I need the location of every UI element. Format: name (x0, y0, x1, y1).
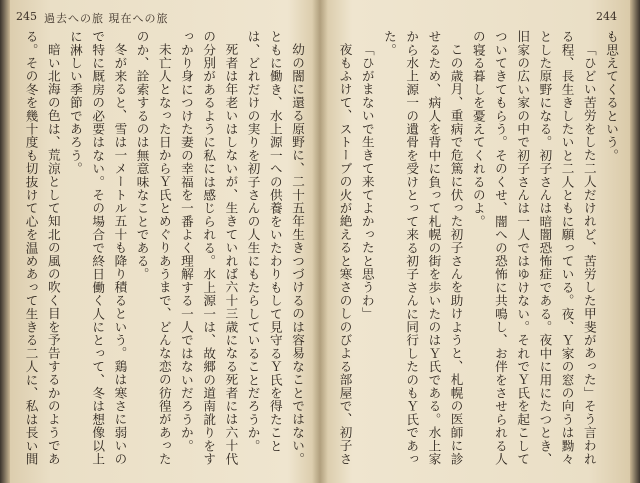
right-paragraph-4: 「ひがまないで生きて来てよかったと思うわ」 (359, 42, 375, 320)
left-page-number: 245 (16, 10, 37, 23)
right-page-number: 244 (596, 10, 617, 23)
right-paragraph-1: も思えてくるという。 (604, 30, 619, 162)
book-gutter (312, 0, 328, 483)
left-paragraph-1: 幼の闇に還る原野に、二十五年生きつづけるのは容易なことではない。ともに働き、水上源一への供養をいたわりもして見守るＹ氏を得たことは、どれだけの実りを初子さんの人生にもたらしていることだろうか。 (245, 30, 305, 465)
running-head: 過去への旅 現在への旅 (44, 12, 169, 25)
book-edge-left (0, 0, 10, 483)
left-paragraph-3: 未亡人となった日からＹ氏とめぐりあうまで、どんな恋の彷徨があったのか、詮索するのは無意味なことである。 (134, 30, 172, 465)
book-edge-right (630, 0, 640, 483)
left-page-text (18, 30, 308, 470)
left-paragraph-2: 死者は年老いはしないが、生きていれば六十三歳になる死者には六十代の分別があるように私には感じられる。水上源一は、故郷の道南訛りをすっかり身につけた妻の幸福を一番よく理解する一人ではないだろうか。 (178, 30, 239, 466)
right-paragraph-5: 夜もふけて、ストーブの火が絶えると寒さのしのびよる部屋で、初子さ (337, 42, 353, 465)
left-paragraph-5: 暗い北海の色は、荒涼として知北の風の吹く目を予告するかのようである。その冬を幾十度も切抜けて心を温めあって生きる二人に、私は長い間 (23, 30, 61, 466)
right-paragraph-2: 「ひどい苦労をした二人だけれど、苦労した甲斐があった」そう言われる程、長生きしたいと二人ともに願っている。夜、Ｙ家の窓の向うは黝々とした原野になる。初子さんは暗闇恐怖症である。夜中に用にたつとき、旧家の広い家の中で初子さんは一人ではゆけない。それでＹ氏を起こしてついてきてもらう。そのくせ、闇への恐怖に共鳴し、お伴をさせられる人の寝る暮しを憂えてくれるのよ。 (470, 30, 597, 466)
left-paragraph-4: 冬が来ると、雪は一メートル五十も降り積るという。鶏は寒さに弱いので特に厩房の必要はない。その場合で終日働く人にとって、冬は想像以上に淋しい季節であろう。 (67, 30, 128, 466)
right-paragraph-3: この歳月、重病で危篤に伏った初子さんを助けようと、札幌の医師に診せるため、病人を背中に負って札幌の街を歩いたのはＹ氏である。水上家から水上源一の遺骨を受けとって来る初子さんに同行したのもＹ氏であった。 (381, 30, 464, 466)
right-page-text (336, 30, 622, 470)
